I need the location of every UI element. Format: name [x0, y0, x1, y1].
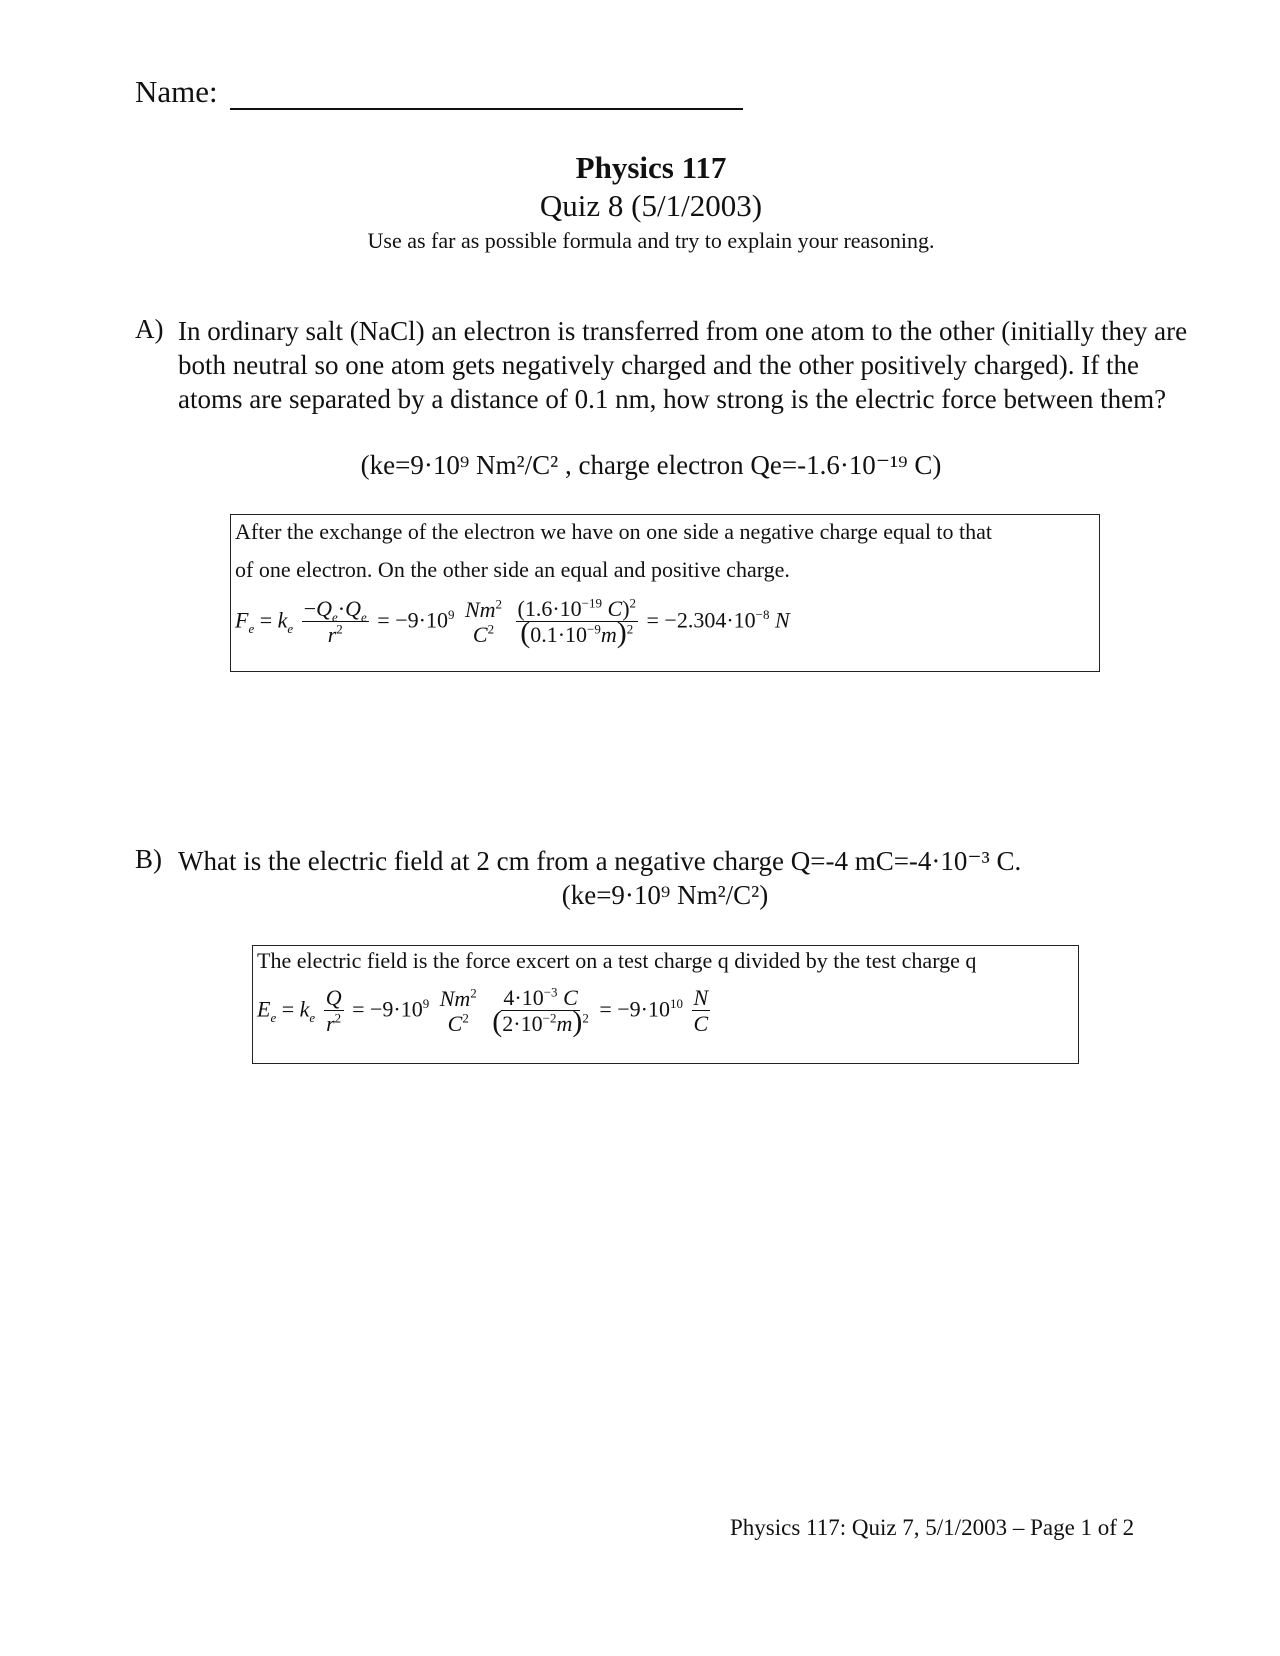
question-a-text: In ordinary salt (NaCl) an electron is transferred from one atom to the other (initially they are both neutral so one atom gets negatively charged and the other positively charged). If the atoms are separated by a distance of 0.1 nm, how strong is the electric force between them? — [178, 316, 1188, 414]
answer-a-line-2: of one electron. On the other side an equal and positive charge. — [235, 557, 790, 582]
question-b-constants: (ke=9·10⁹ Nm²/C²) — [561, 880, 769, 910]
answer-b-line-1: The electric field is the force excert on a test charge q divided by the test charge q — [257, 948, 977, 973]
page-subtitle: Quiz 8 (5/1/2003) — [539, 188, 763, 223]
instructions: Use as far as possible formula and try to explain your reasoning. — [367, 228, 935, 253]
answer-a-line-1: After the exchange of the electron we have on one side a negative charge equal to that — [235, 519, 993, 544]
question-a-constants: (ke=9·10⁹ Nm²/C² , charge electron Qe=-1.6·10⁻¹⁹ C) — [360, 450, 942, 480]
page-footer: Physics 117: Quiz 7, 5/1/2003 – Page 1 of 2 — [730, 1515, 1135, 1540]
question-a-letter: A) — [135, 314, 164, 344]
formula-a: $F_e = k_e$ $\frac{-Q_e\cdot Q_e}{r^2}$ = $-9\cdot 10^9$ Nm$^2$ $C^2$ $\frac{(1.6\cdot 10^{-19} C)^2}{(0.1\cdot 10^{-9}m)^2}$ = $-2.304\cdot 10^{-8}$ N — [235, 595, 790, 649]
name-label: Name: — [135, 74, 218, 109]
name-line — [230, 108, 743, 110]
question-b-text: What is the electric field at 2 cm from a negative charge Q=-4 mC=-4·10⁻³ C. — [178, 846, 1022, 876]
answer-box-b — [252, 945, 1079, 1064]
question-b-letter: B) — [135, 844, 162, 874]
formula-b: $E_e = k_e$ $\frac{Q}{r^2}$ = $-9\cdot 10^9$ Nm$^2$ $C^2$ $\frac{4\cdot 10^{-3} C}{(2\cdot 10^{-2}m)^2}$ = $-9\cdot 10^{10}$ $\frac{N}{C}$ — [257, 984, 709, 1038]
answer-box-a — [230, 514, 1100, 672]
page-title: Physics 117 — [575, 150, 727, 185]
